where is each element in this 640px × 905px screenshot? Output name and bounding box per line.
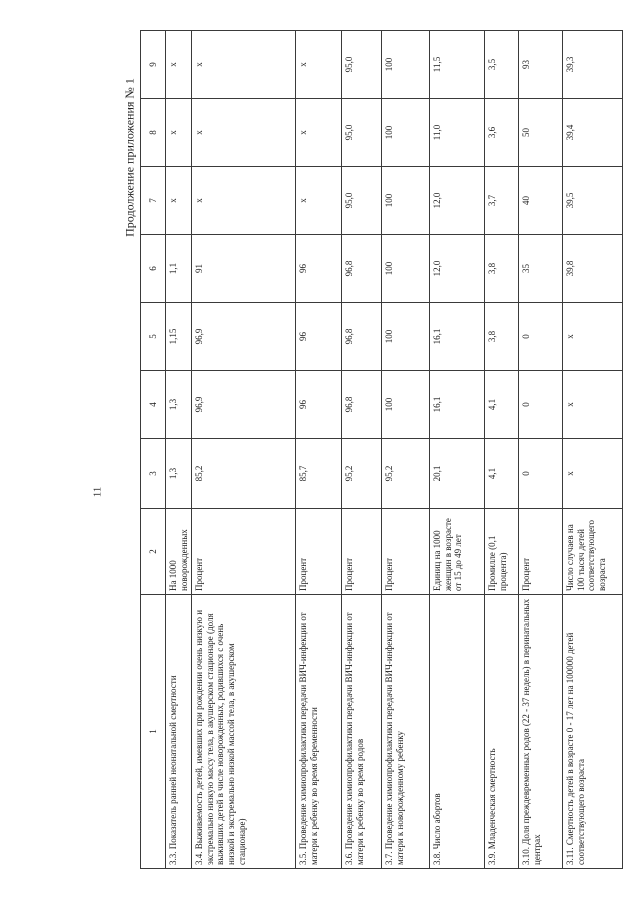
indicator-value: 1,3	[166, 439, 192, 509]
indicator-value: 95,2	[342, 439, 382, 509]
column-header: 1	[141, 595, 166, 869]
indicator-value: 40	[519, 167, 563, 235]
indicator-value: 93	[519, 31, 563, 99]
table-row	[296, 31, 342, 869]
indicator-value: 1,3	[166, 371, 192, 439]
table-row	[519, 31, 563, 869]
indicator-value: 96	[296, 235, 342, 303]
indicator-value: 100	[382, 371, 430, 439]
indicator-value: 1,1	[166, 235, 192, 303]
indicator-value: 95,2	[382, 439, 430, 509]
indicator-name: 3.11. Смертность детей в возрасте 0 - 17 лет на 100000 детей соответствующего возраста	[563, 595, 623, 869]
indicator-value: х	[166, 31, 192, 99]
column-header: 5	[141, 303, 166, 371]
indicator-value: 95,0	[342, 167, 382, 235]
indicator-name: 3.8. Число абортов	[430, 595, 485, 869]
indicator-unit: Промилле (0,1 процента)	[485, 509, 519, 595]
indicator-unit: Процент	[342, 509, 382, 595]
indicator-value: 3,8	[485, 303, 519, 371]
indicator-unit: Процент	[192, 509, 296, 595]
column-header: 8	[141, 99, 166, 167]
indicator-value: 91	[192, 235, 296, 303]
indicator-value: х	[563, 371, 623, 439]
indicator-value: 3,5	[485, 31, 519, 99]
indicator-value: 3,7	[485, 167, 519, 235]
indicator-value: х	[192, 31, 296, 99]
appendix-caption: Продолжение приложения № 1	[122, 78, 137, 237]
indicator-value: 95,0	[342, 99, 382, 167]
table-row	[485, 31, 519, 869]
indicator-value: 96	[296, 371, 342, 439]
indicator-value: 100	[382, 99, 430, 167]
indicator-value: 100	[382, 303, 430, 371]
indicator-name: 3.3. Показатель ранней неонатальной смертности	[166, 595, 192, 869]
indicator-name: 3.9. Младенческая смертность	[485, 595, 519, 869]
indicator-value: х	[296, 99, 342, 167]
indicator-name: 3.4. Выживаемость детей, имевших при рождении очень низкую и экстремально низкую массу тела, в акушерском стационаре (доля выживших детей в числе новорожденных, родившихся с очень низкой и экстремально низкой массой тела, в акушерском стационаре)	[192, 595, 296, 869]
table-row	[342, 31, 382, 869]
table-row	[382, 31, 430, 869]
indicator-name: 3.6. Проведение химиопрофилактики передачи ВИЧ-инфекции от матери к ребенку во время родов	[342, 595, 382, 869]
indicator-value: х	[563, 439, 623, 509]
indicator-value: х	[563, 303, 623, 371]
indicator-value: х	[192, 99, 296, 167]
column-header: 2	[141, 509, 166, 595]
indicator-value: 16,1	[430, 303, 485, 371]
column-header: 6	[141, 235, 166, 303]
indicator-name: 3.5. Проведение химиопрофилактики передачи ВИЧ-инфекции от матери к ребенку во время беременности	[296, 595, 342, 869]
indicator-value: 11,0	[430, 99, 485, 167]
column-header: 9	[141, 31, 166, 99]
indicator-value: 1,15	[166, 303, 192, 371]
column-header: 3	[141, 439, 166, 509]
indicator-value: 96,9	[192, 371, 296, 439]
indicator-value: х	[192, 167, 296, 235]
indicator-value: 11,5	[430, 31, 485, 99]
indicator-value: 0	[519, 439, 563, 509]
indicators-table	[140, 30, 623, 869]
indicator-value: 12,0	[430, 235, 485, 303]
table-row	[192, 31, 296, 869]
indicator-value: 100	[382, 167, 430, 235]
indicator-value: 4,1	[485, 371, 519, 439]
indicator-value: 4,1	[485, 439, 519, 509]
indicator-value: 96	[296, 303, 342, 371]
indicator-value: х	[166, 167, 192, 235]
indicator-value: 50	[519, 99, 563, 167]
rotated-page-content	[140, 31, 608, 869]
indicator-value: 39,5	[563, 167, 623, 235]
table-row	[430, 31, 485, 869]
indicator-unit: Единиц на 1000 женщин в возрасте от 15 до 49 лет	[430, 509, 485, 595]
indicator-value: 96,8	[342, 235, 382, 303]
indicator-name: 3.10. Доля преждевременных родов (22 - 37 недель) в перинатальных центрах	[519, 595, 563, 869]
indicator-unit: Процент	[382, 509, 430, 595]
indicator-value: 39,3	[563, 31, 623, 99]
column-header: 4	[141, 371, 166, 439]
indicator-value: 0	[519, 303, 563, 371]
indicator-value: 3,6	[485, 99, 519, 167]
indicator-value: 12,0	[430, 167, 485, 235]
indicator-value: 16,1	[430, 371, 485, 439]
indicator-value: 95,0	[342, 31, 382, 99]
indicator-value: 100	[382, 235, 430, 303]
indicator-value: 39,4	[563, 99, 623, 167]
indicator-value: 100	[382, 31, 430, 99]
indicator-unit: Процент	[296, 509, 342, 595]
indicator-value: х	[166, 99, 192, 167]
indicator-name: 3.7. Проведение химиопрофилактики передачи ВИЧ-инфекции от матери к новорожденному ребенку	[382, 595, 430, 869]
indicator-value: 20,1	[430, 439, 485, 509]
indicator-value: 0	[519, 371, 563, 439]
indicator-value: 96,8	[342, 371, 382, 439]
indicator-value: 3,8	[485, 235, 519, 303]
table-header-row	[141, 31, 166, 869]
indicator-value: 96,8	[342, 303, 382, 371]
page-number: 11	[91, 486, 104, 498]
table-row	[563, 31, 623, 869]
indicator-value: 39,8	[563, 235, 623, 303]
indicator-value: 85,7	[296, 439, 342, 509]
table-row	[166, 31, 192, 869]
column-header: 7	[141, 167, 166, 235]
indicator-value: х	[296, 167, 342, 235]
indicator-unit: Число случаев на 100 тысяч детей соответствующего возраста	[563, 509, 623, 595]
indicator-value: х	[296, 31, 342, 99]
indicator-value: 35	[519, 235, 563, 303]
indicator-unit: Процент	[519, 509, 563, 595]
indicator-unit: На 1000 новорожденных	[166, 509, 192, 595]
indicator-value: 85,2	[192, 439, 296, 509]
indicator-value: 96,9	[192, 303, 296, 371]
